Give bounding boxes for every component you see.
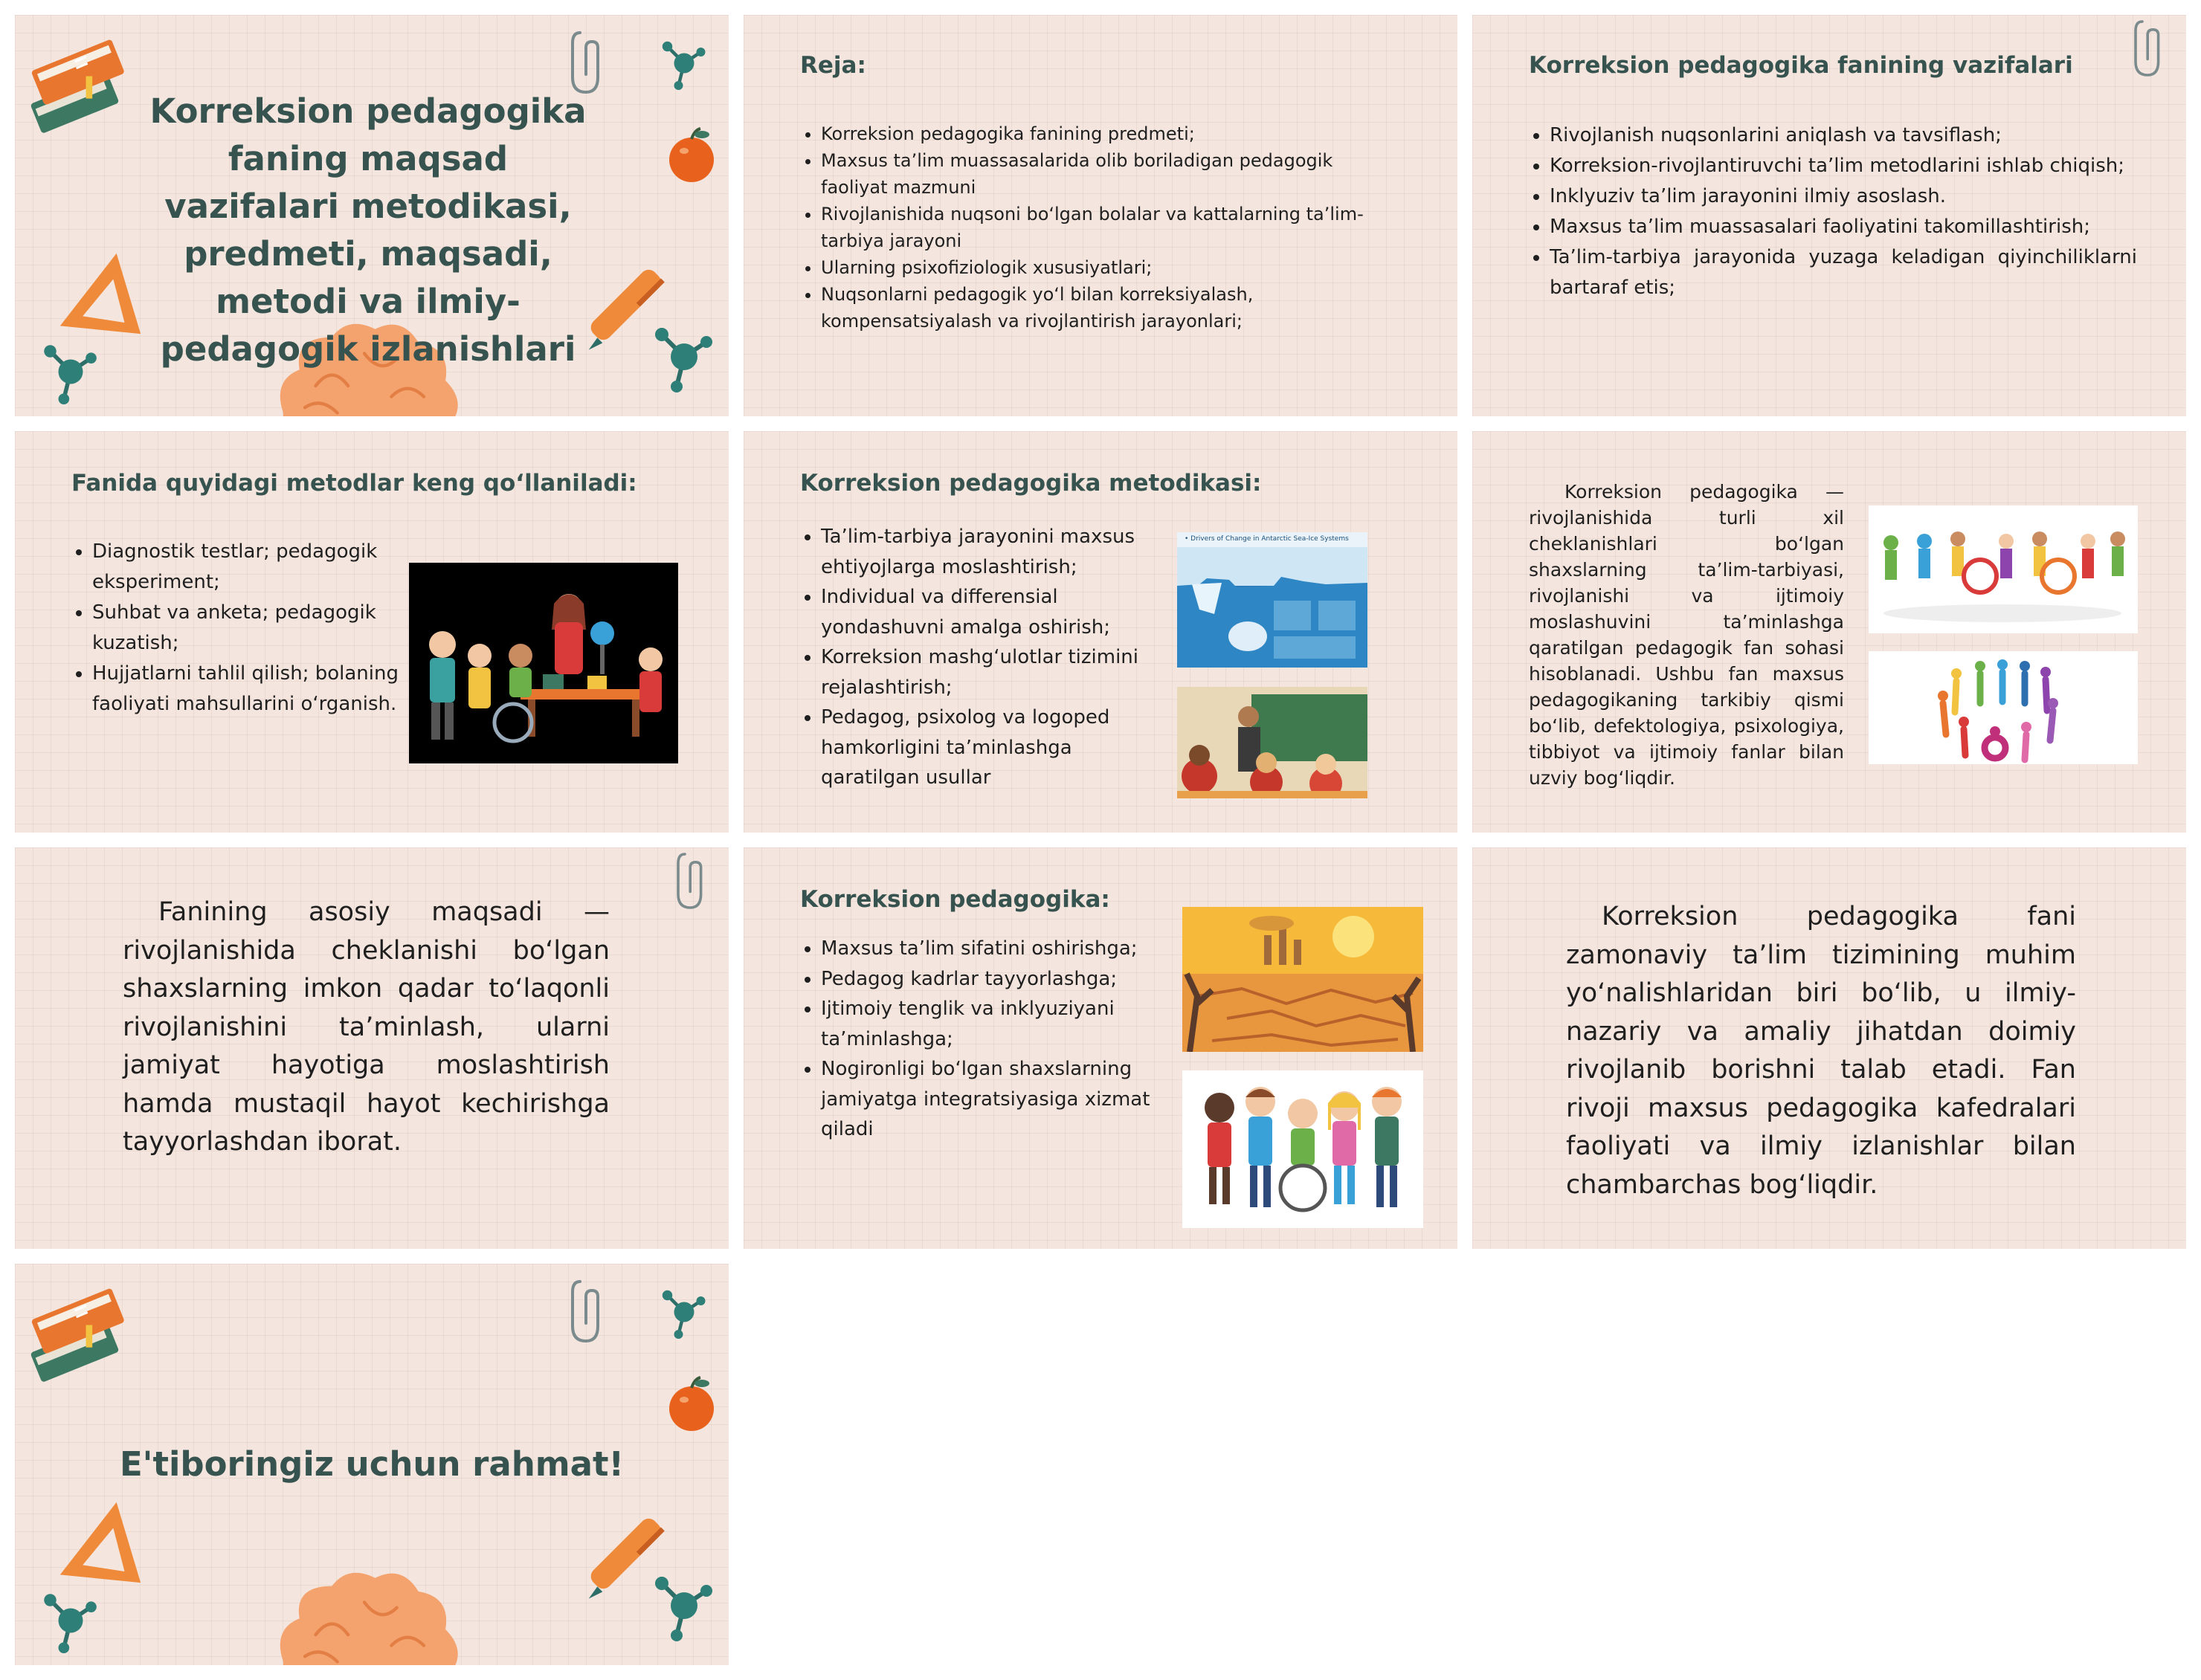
slide-9[interactable] bbox=[1472, 847, 2186, 1249]
slide-heading: Korreksion pedagogika fanining vazifalari bbox=[1529, 52, 2073, 79]
molecule-icon bbox=[639, 305, 729, 409]
molecule-icon bbox=[651, 1271, 718, 1353]
books-icon bbox=[28, 1279, 132, 1383]
slide-2[interactable] bbox=[744, 15, 1457, 416]
list-item: • Inklyuziv ta’lim jarayonini ilmiy asoslash. bbox=[1550, 181, 2137, 212]
list-item: • Nogironligi bo‘lgan shaxslarning jamiyatga integratsiyasiga xizmat qiladi bbox=[821, 1054, 1170, 1145]
slide-title: E'tiboringiz uchun rahmat! bbox=[119, 1444, 625, 1484]
list-item: • Ta’lim-tarbiya jarayonida yuzaga keladigan qiyinchiliklarni bartaraf etis; bbox=[1550, 242, 2137, 303]
bullet-list bbox=[1529, 120, 2137, 303]
list-item: • Ta’lim-tarbiya jarayonini maxsus ehtiyojlarga moslashtirish; bbox=[821, 522, 1170, 582]
slide-paragraph: Fanining asosiy maqsadi — rivojlanishida cheklanishi bo‘lgan shaxslarning imkon qadar to‘laqonli rivojlanishini ta’minlash, ularni jamiyat hayotiga moslashtirish hamda mustaqil hayot kechirishga tayyorlashdan iborat. bbox=[123, 897, 610, 1157]
list-item: • Hujjatlarni tahlil qilish; bolaning faoliyati mahsullarini o‘rganish. bbox=[92, 659, 412, 720]
slide-10[interactable] bbox=[15, 1264, 729, 1665]
books-icon bbox=[28, 30, 132, 134]
molecule-icon bbox=[639, 1554, 729, 1658]
list-item: • Pedagog, psixolog va logoped hamkorligini ta’minlashga qaratilgan usullar bbox=[821, 702, 1170, 793]
slide-8[interactable] bbox=[744, 847, 1457, 1249]
children-circle-photo bbox=[1869, 505, 2138, 633]
diagram-title: • Drivers of Change in Antarctic Sea-Ice Systems bbox=[1185, 535, 1349, 543]
drought-illustration bbox=[1182, 907, 1423, 1052]
bullet-list bbox=[800, 934, 1170, 1145]
list-item: • Maxsus ta’lim muassasalari faoliyatini takomillashtirish; bbox=[1550, 212, 2137, 242]
list-item: • Maxsus ta’lim sifatini oshirishga; bbox=[821, 934, 1170, 964]
list-item: • Nuqsonlarni pedagogik yo‘l bilan korreksiyalash, kompensatsiyalash va rivojlantirish jarayonlari; bbox=[821, 281, 1371, 335]
molecule-icon bbox=[651, 22, 718, 104]
paperclip-icon bbox=[565, 1274, 610, 1348]
slide-7[interactable] bbox=[15, 847, 729, 1249]
slide-heading: Korreksion pedagogika metodikasi: bbox=[800, 470, 1262, 497]
slide-paragraph: Korreksion pedagogika fani zamonaviy ta’lim tizimining muhim yo‘nalishlaridan biri bo‘lib, u ilmiy-nazariy va amaliy jihatdan doimiy rivojlanib borishni talab etadi. Fan rivoji maxsus pedagogika kafedralari faoliyati va ilmiy izlanishlar bilan chambarchas bog‘liqdir. bbox=[1566, 902, 2076, 1200]
paperclip-icon bbox=[669, 847, 714, 914]
slide-heading: Fanida quyidagi metodlar keng qo‘llaniladi: bbox=[71, 470, 637, 497]
slide-5[interactable] bbox=[744, 431, 1457, 833]
molecule-icon bbox=[30, 327, 112, 416]
bullet-list bbox=[800, 522, 1170, 793]
slide-1[interactable] bbox=[15, 15, 729, 416]
hands-circle-illustration bbox=[1869, 651, 2138, 764]
list-item: • Maxsus ta’lim muassasalarida olib boriladigan pedagogik faoliyat mazmuni bbox=[821, 147, 1371, 201]
apple-icon bbox=[662, 1368, 721, 1442]
list-item: • Suhbat va anketa; pedagogik kuzatish; bbox=[92, 598, 412, 659]
list-item: • Diagnostik testlar; pedagogik eksperiment; bbox=[92, 537, 412, 598]
slide-title: Korreksion pedagogika faning maqsad vazifalari metodikasi, predmeti, maqsadi, metodi va ilmiy-pedagogik izlanishlari bbox=[149, 91, 587, 369]
slide-heading: Reja: bbox=[800, 52, 866, 79]
classroom-illustration bbox=[409, 563, 678, 763]
list-item: • Korreksion mashg‘ulotlar tizimini rejalashtirish; bbox=[821, 642, 1170, 702]
list-item: • Rivojlanish nuqsonlarini aniqlash va tavsiflash; bbox=[1550, 120, 2137, 151]
classroom-photo bbox=[1177, 687, 1367, 798]
list-item: • Individual va differensial yondashuvni amalga oshirish; bbox=[821, 582, 1170, 642]
list-item: • Ijtimoiy tenglik va inklyuziyani ta’minlashga; bbox=[821, 994, 1170, 1054]
brain-icon bbox=[223, 1554, 506, 1665]
list-item: • Pedagog kadrlar tayyorlashga; bbox=[821, 964, 1170, 995]
list-item: • Korreksion-rivojlantiruvchi ta’lim metodlarini ishlab chiqish; bbox=[1550, 151, 2137, 181]
apple-icon bbox=[662, 119, 721, 193]
slide-4[interactable] bbox=[15, 431, 729, 833]
list-item: • Ularning psixofiziologik xususiyatlari; bbox=[821, 254, 1371, 281]
slide-6[interactable] bbox=[1472, 431, 2186, 833]
slide-paragraph: Korreksion pedagogika — rivojlanishida turli xil cheklanishlari bo‘lgan shaxslarning ta’lim-tarbiyasi, rivojlanishi va ijtimoiy moslashuvini ta’minlashga qaratilgan pedagogik fan sohasi hisoblanadi. Ushbu fan maxsus pedagogikaning tarkibiy qismi bo‘lib, defektologiya, psixologiya, tibbiyot va ijtimoiy fanlar bilan uzviy bog‘liqdir. bbox=[1529, 481, 1844, 789]
bullet-list bbox=[71, 537, 412, 720]
sea-ice-diagram bbox=[1177, 532, 1367, 668]
paperclip-icon bbox=[2127, 15, 2171, 82]
list-item: • Rivojlanishida nuqsoni bo‘lgan bolalar va kattalarning ta’lim-tarbiya jarayoni bbox=[821, 201, 1371, 254]
diverse-kids-illustration bbox=[1182, 1070, 1423, 1228]
slide-3[interactable] bbox=[1472, 15, 2186, 416]
molecule-icon bbox=[30, 1576, 112, 1665]
bullet-list bbox=[800, 120, 1371, 335]
slide-heading: Korreksion pedagogika: bbox=[800, 886, 1110, 913]
list-item: • Korreksion pedagogika fanining predmeti; bbox=[821, 120, 1371, 147]
